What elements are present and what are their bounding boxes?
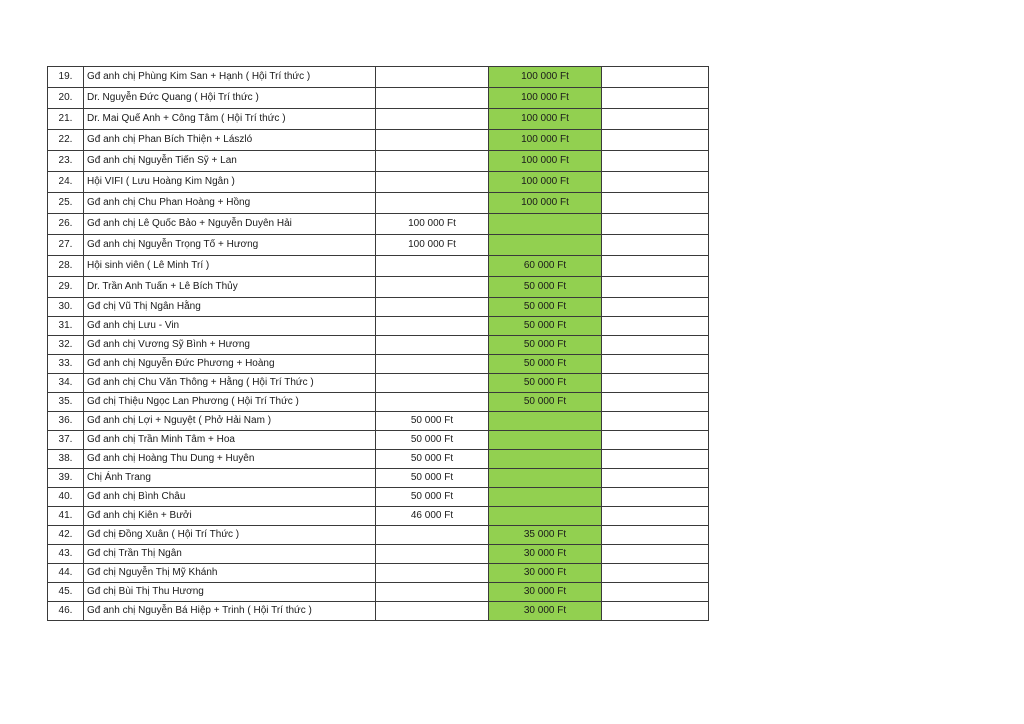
amount-column-a: 46 000 Ft bbox=[376, 507, 489, 526]
amount-column-a bbox=[376, 526, 489, 545]
donation-table bbox=[47, 66, 709, 621]
empty-cell bbox=[602, 88, 709, 109]
donor-name: Dr. Trần Anh Tuấn + Lê Bích Thủy bbox=[84, 277, 376, 298]
empty-cell bbox=[602, 256, 709, 277]
donor-name: Gđ chị Nguyễn Thị Mỹ Khánh bbox=[84, 564, 376, 583]
row-number: 28. bbox=[48, 256, 84, 277]
amount-column-a bbox=[376, 172, 489, 193]
row-number: 41. bbox=[48, 507, 84, 526]
donor-name: Gđ anh chị Lợi + Nguyệt ( Phở Hải Nam ) bbox=[84, 412, 376, 431]
amount-column-b: 100 000 Ft bbox=[489, 67, 602, 88]
amount-column-a bbox=[376, 256, 489, 277]
row-number: 44. bbox=[48, 564, 84, 583]
empty-cell bbox=[602, 393, 709, 412]
empty-cell bbox=[602, 235, 709, 256]
empty-cell bbox=[602, 412, 709, 431]
row-number: 38. bbox=[48, 450, 84, 469]
table-row bbox=[48, 298, 709, 317]
donor-name: Gđ anh chị Kiên + Bưởi bbox=[84, 507, 376, 526]
row-number: 20. bbox=[48, 88, 84, 109]
amount-column-a bbox=[376, 151, 489, 172]
amount-column-a bbox=[376, 336, 489, 355]
amount-column-a: 50 000 Ft bbox=[376, 469, 489, 488]
amount-column-b bbox=[489, 214, 602, 235]
table-row bbox=[48, 88, 709, 109]
amount-column-b: 100 000 Ft bbox=[489, 88, 602, 109]
donor-name: Gđ anh chị Lê Quốc Bảo + Nguyễn Duyên Hải bbox=[84, 214, 376, 235]
table-row bbox=[48, 545, 709, 564]
amount-column-a bbox=[376, 109, 489, 130]
amount-column-a bbox=[376, 67, 489, 88]
amount-column-a bbox=[376, 277, 489, 298]
empty-cell bbox=[602, 130, 709, 151]
table-row bbox=[48, 172, 709, 193]
donor-name: Gđ chị Thiệu Ngọc Lan Phương ( Hội Trí Thức ) bbox=[84, 393, 376, 412]
amount-column-a bbox=[376, 564, 489, 583]
donor-name: Gđ anh chị Nguyễn Bá Hiệp + Trinh ( Hội Trí thức ) bbox=[84, 602, 376, 621]
donor-name: Gđ anh chị Vương Sỹ Bình + Hương bbox=[84, 336, 376, 355]
table-row bbox=[48, 317, 709, 336]
table-row bbox=[48, 256, 709, 277]
row-number: 25. bbox=[48, 193, 84, 214]
table-row bbox=[48, 507, 709, 526]
amount-column-a bbox=[376, 355, 489, 374]
empty-cell bbox=[602, 172, 709, 193]
table-row bbox=[48, 412, 709, 431]
donor-name: Gđ anh chị Lưu - Vin bbox=[84, 317, 376, 336]
row-number: 24. bbox=[48, 172, 84, 193]
table-row bbox=[48, 602, 709, 621]
amount-column-b bbox=[489, 412, 602, 431]
amount-column-b bbox=[489, 431, 602, 450]
donor-name: Gđ anh chị Hoàng Thu Dung + Huyên bbox=[84, 450, 376, 469]
amount-column-a bbox=[376, 88, 489, 109]
amount-column-b bbox=[489, 450, 602, 469]
table-row bbox=[48, 214, 709, 235]
amount-column-b: 50 000 Ft bbox=[489, 298, 602, 317]
table-row bbox=[48, 355, 709, 374]
empty-cell bbox=[602, 602, 709, 621]
donor-name: Gđ chị Bùi Thị Thu Hương bbox=[84, 583, 376, 602]
table-row bbox=[48, 469, 709, 488]
donor-name: Gđ anh chị Chu Phan Hoàng + Hồng bbox=[84, 193, 376, 214]
table-row bbox=[48, 235, 709, 256]
donor-name: Gđ anh chị Trần Minh Tâm + Hoa bbox=[84, 431, 376, 450]
empty-cell bbox=[602, 336, 709, 355]
row-number: 43. bbox=[48, 545, 84, 564]
amount-column-b: 100 000 Ft bbox=[489, 151, 602, 172]
table-row bbox=[48, 277, 709, 298]
amount-column-b: 50 000 Ft bbox=[489, 355, 602, 374]
row-number: 22. bbox=[48, 130, 84, 151]
table-row bbox=[48, 151, 709, 172]
donor-name: Chị Ánh Trang bbox=[84, 469, 376, 488]
table-row bbox=[48, 526, 709, 545]
table-row bbox=[48, 67, 709, 88]
table-row bbox=[48, 431, 709, 450]
row-number: 29. bbox=[48, 277, 84, 298]
table-row bbox=[48, 583, 709, 602]
row-number: 23. bbox=[48, 151, 84, 172]
amount-column-a: 100 000 Ft bbox=[376, 235, 489, 256]
empty-cell bbox=[602, 564, 709, 583]
empty-cell bbox=[602, 355, 709, 374]
donor-name: Gđ anh chị Nguyễn Tiến Sỹ + Lan bbox=[84, 151, 376, 172]
donor-name: Dr. Mai Quế Anh + Công Tâm ( Hội Trí thức ) bbox=[84, 109, 376, 130]
donor-name: Dr. Nguyễn Đức Quang ( Hội Trí thức ) bbox=[84, 88, 376, 109]
row-number: 42. bbox=[48, 526, 84, 545]
amount-column-a bbox=[376, 583, 489, 602]
empty-cell bbox=[602, 214, 709, 235]
amount-column-b: 30 000 Ft bbox=[489, 602, 602, 621]
amount-column-b: 100 000 Ft bbox=[489, 193, 602, 214]
row-number: 26. bbox=[48, 214, 84, 235]
amount-column-b bbox=[489, 488, 602, 507]
row-number: 21. bbox=[48, 109, 84, 130]
row-number: 35. bbox=[48, 393, 84, 412]
empty-cell bbox=[602, 583, 709, 602]
row-number: 39. bbox=[48, 469, 84, 488]
donor-name: Hội VIFI ( Lưu Hoàng Kim Ngân ) bbox=[84, 172, 376, 193]
table-row bbox=[48, 193, 709, 214]
empty-cell bbox=[602, 277, 709, 298]
amount-column-a: 50 000 Ft bbox=[376, 488, 489, 507]
amount-column-b: 30 000 Ft bbox=[489, 583, 602, 602]
table-row bbox=[48, 374, 709, 393]
amount-column-b: 100 000 Ft bbox=[489, 109, 602, 130]
amount-column-b: 50 000 Ft bbox=[489, 374, 602, 393]
row-number: 45. bbox=[48, 583, 84, 602]
empty-cell bbox=[602, 298, 709, 317]
amount-column-b: 50 000 Ft bbox=[489, 277, 602, 298]
donor-name: Gđ anh chị Phùng Kim San + Hạnh ( Hội Trí thức ) bbox=[84, 67, 376, 88]
empty-cell bbox=[602, 526, 709, 545]
table-row bbox=[48, 450, 709, 469]
amount-column-b: 50 000 Ft bbox=[489, 317, 602, 336]
empty-cell bbox=[602, 507, 709, 526]
amount-column-b: 60 000 Ft bbox=[489, 256, 602, 277]
row-number: 32. bbox=[48, 336, 84, 355]
amount-column-a: 50 000 Ft bbox=[376, 431, 489, 450]
donor-name: Gđ anh chị Nguyễn Đức Phương + Hoàng bbox=[84, 355, 376, 374]
empty-cell bbox=[602, 317, 709, 336]
row-number: 19. bbox=[48, 67, 84, 88]
donor-name: Gđ chị Đồng Xuân ( Hội Trí Thức ) bbox=[84, 526, 376, 545]
table-row bbox=[48, 130, 709, 151]
amount-column-a: 50 000 Ft bbox=[376, 450, 489, 469]
row-number: 34. bbox=[48, 374, 84, 393]
empty-cell bbox=[602, 488, 709, 507]
amount-column-b bbox=[489, 469, 602, 488]
amount-column-a bbox=[376, 317, 489, 336]
empty-cell bbox=[602, 469, 709, 488]
empty-cell bbox=[602, 193, 709, 214]
amount-column-a bbox=[376, 602, 489, 621]
amount-column-b: 50 000 Ft bbox=[489, 336, 602, 355]
empty-cell bbox=[602, 374, 709, 393]
amount-column-a bbox=[376, 130, 489, 151]
donation-table-body bbox=[48, 67, 709, 621]
amount-column-a bbox=[376, 298, 489, 317]
empty-cell bbox=[602, 151, 709, 172]
amount-column-a bbox=[376, 193, 489, 214]
empty-cell bbox=[602, 431, 709, 450]
row-number: 37. bbox=[48, 431, 84, 450]
amount-column-b: 100 000 Ft bbox=[489, 172, 602, 193]
amount-column-b: 30 000 Ft bbox=[489, 545, 602, 564]
donor-name: Gđ anh chị Phan Bích Thiện + László bbox=[84, 130, 376, 151]
amount-column-a bbox=[376, 393, 489, 412]
donor-name: Gđ anh chị Nguyễn Trọng Tố + Hương bbox=[84, 235, 376, 256]
table-row bbox=[48, 109, 709, 130]
table-row bbox=[48, 488, 709, 507]
donor-name: Gđ anh chị Bình Châu bbox=[84, 488, 376, 507]
row-number: 31. bbox=[48, 317, 84, 336]
donor-name: Hội sinh viên ( Lê Minh Trí ) bbox=[84, 256, 376, 277]
amount-column-b: 30 000 Ft bbox=[489, 564, 602, 583]
table-row bbox=[48, 336, 709, 355]
table-row bbox=[48, 393, 709, 412]
empty-cell bbox=[602, 109, 709, 130]
donor-name: Gđ chị Trần Thị Ngân bbox=[84, 545, 376, 564]
row-number: 40. bbox=[48, 488, 84, 507]
table-row bbox=[48, 564, 709, 583]
amount-column-a: 50 000 Ft bbox=[376, 412, 489, 431]
row-number: 30. bbox=[48, 298, 84, 317]
empty-cell bbox=[602, 450, 709, 469]
donor-name: Gđ chị Vũ Thị Ngân Hằng bbox=[84, 298, 376, 317]
row-number: 46. bbox=[48, 602, 84, 621]
amount-column-a: 100 000 Ft bbox=[376, 214, 489, 235]
empty-cell bbox=[602, 67, 709, 88]
row-number: 36. bbox=[48, 412, 84, 431]
amount-column-b: 100 000 Ft bbox=[489, 130, 602, 151]
amount-column-b bbox=[489, 235, 602, 256]
donor-name: Gđ anh chị Chu Văn Thông + Hằng ( Hội Trí Thức ) bbox=[84, 374, 376, 393]
row-number: 33. bbox=[48, 355, 84, 374]
amount-column-a bbox=[376, 374, 489, 393]
amount-column-b: 50 000 Ft bbox=[489, 393, 602, 412]
empty-cell bbox=[602, 545, 709, 564]
amount-column-b: 35 000 Ft bbox=[489, 526, 602, 545]
row-number: 27. bbox=[48, 235, 84, 256]
amount-column-a bbox=[376, 545, 489, 564]
amount-column-b bbox=[489, 507, 602, 526]
